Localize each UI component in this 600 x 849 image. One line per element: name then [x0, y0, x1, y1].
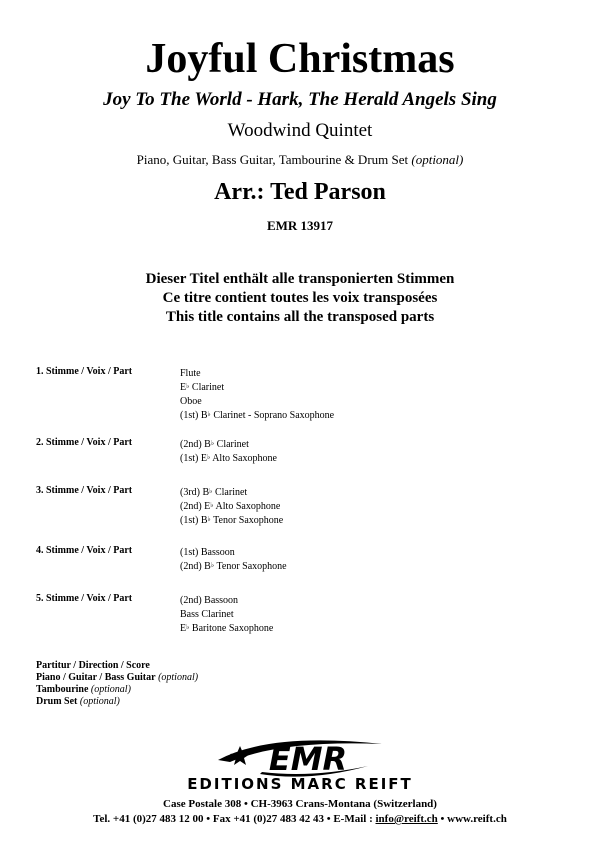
part-4-instruments: [180, 545, 287, 573]
contact-line: Tel. +41 (0)27 483 12 00 • Fax +41 (0)27 483 42 43 • E-Mail : info@reift.ch • www.reift.ch: [93, 813, 507, 825]
instrument-line: Oboe: [180, 396, 202, 407]
fax: Fax +41 (0)27 483 42 43: [212, 813, 324, 825]
email-label: E-Mail :: [333, 813, 373, 825]
part-1-label: 1. Stimme / Voix / Part: [36, 366, 133, 377]
part-4-label: 4. Stimme / Voix / Part: [36, 545, 133, 556]
publisher-name: EDITIONS MARC REIFT: [187, 775, 413, 793]
instrument-line: E♭ Baritone Saxophone: [180, 623, 274, 634]
drums-line: Drum Set (optional): [36, 696, 120, 707]
instrumentation-optional: (optional): [411, 152, 464, 167]
instrument-line: (3rd) B♭ Clarinet: [180, 487, 248, 498]
part-2-instruments: [180, 437, 277, 465]
instrument-line: (2nd) B♭ Tenor Saxophone: [180, 561, 287, 572]
part-2-label: 2. Stimme / Voix / Part: [36, 437, 133, 448]
instrument-line: (2nd) B♭ Clarinet: [180, 439, 249, 450]
instrument-line: (1st) Bassoon: [180, 547, 235, 558]
email-link[interactable]: info@reift.ch: [375, 813, 438, 825]
instrument-line: E♭ Clarinet: [180, 382, 225, 393]
part-1-instruments: [180, 366, 334, 422]
part-5-instruments: [180, 593, 273, 635]
website-link[interactable]: www.reift.ch: [447, 813, 507, 825]
ensemble-name: Woodwind Quintet: [227, 120, 373, 141]
tambourine-line: Tambourine (optional): [36, 684, 131, 695]
subtitle: Joy To The World - Hark, The Herald Angels Sing: [103, 89, 497, 110]
part-3-label: 3. Stimme / Voix / Part: [36, 485, 133, 496]
instrumentation-line: [0, 152, 600, 168]
page-title: Joyful Christmas: [145, 36, 455, 82]
part-5-label: 5. Stimme / Voix / Part: [36, 593, 133, 604]
instrument-line: (2nd) E♭ Alto Saxophone: [180, 501, 281, 512]
part-3-instruments: [180, 485, 283, 527]
catalog-number: EMR 13917: [266, 218, 334, 233]
score-line: Partitur / Direction / Score: [36, 660, 150, 671]
phone: Tel. +41 (0)27 483 12 00: [93, 813, 204, 825]
rhythm-line: Piano / Guitar / Bass Guitar (optional): [36, 672, 199, 683]
instrumentation-text: Piano, Guitar, Bass Guitar, Tambourine & Drum Set: [136, 152, 409, 167]
notice-english: This title contains all the transposed parts: [165, 309, 435, 325]
instrument-line: (1st) B♭ Tenor Saxophone: [180, 515, 284, 526]
additional-parts: [36, 660, 198, 708]
notice-german: Dieser Titel enthält alle transponierten Stimmen: [145, 271, 455, 287]
instrument-line: (1st) E♭ Alto Saxophone: [180, 453, 277, 464]
instrument-line: Bass Clarinet: [180, 609, 234, 620]
instrument-line: (1st) B♭ Clarinet - Soprano Saxophone: [180, 410, 335, 421]
logo-text: EMR: [268, 740, 348, 778]
publisher-address: Case Postale 308 • CH-3963 Crans-Montana (Switzerland): [163, 798, 437, 810]
instrument-line: Flute: [180, 368, 201, 379]
arranger: Arr.: Ted Parson: [214, 179, 386, 205]
instrument-line: (2nd) Bassoon: [180, 595, 239, 606]
notice-french: Ce titre contient toutes les voix transposées: [162, 290, 438, 306]
